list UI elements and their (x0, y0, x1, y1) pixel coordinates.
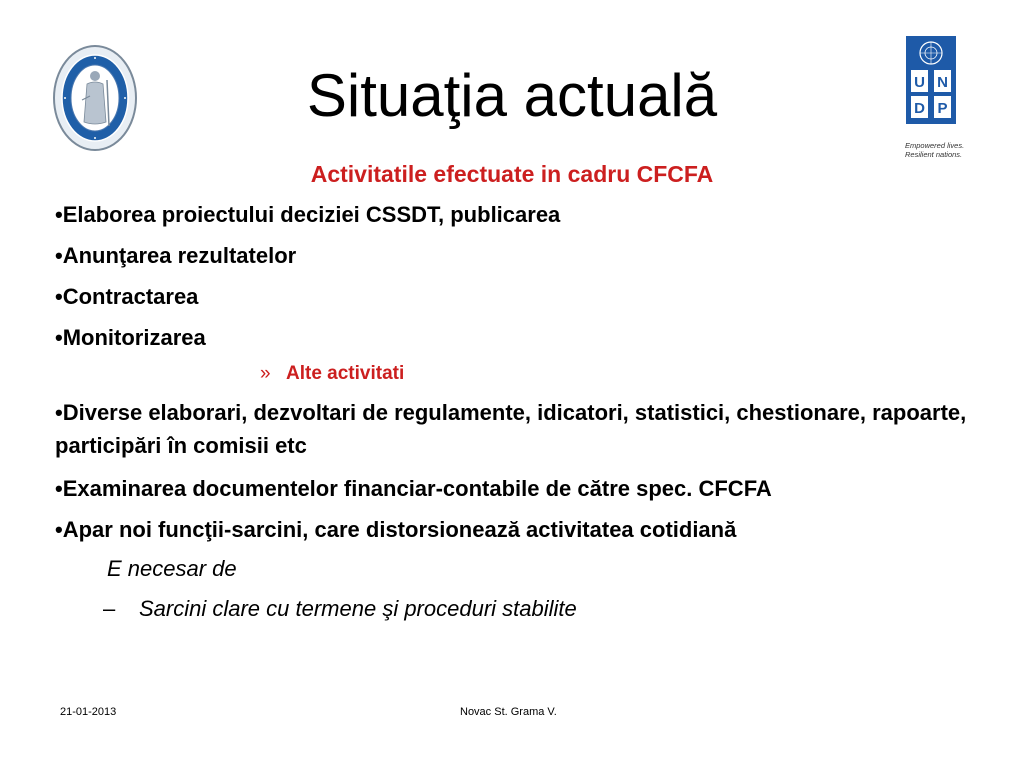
undp-tagline-line1: Empowered lives. (905, 141, 965, 150)
undp-tagline (905, 141, 985, 159)
undp-letter-n: N (937, 74, 948, 91)
footer-date: 21-01-2013 (60, 706, 117, 718)
bullet-item: •Examinarea documentelor financiar-contabile de către spec. CFCFA (55, 476, 772, 501)
bullet-item: •Monitorizarea (55, 325, 206, 350)
undp-letter-d: D (914, 100, 925, 117)
bullet-item: •Elaborea proiectului deciziei CSSDT, publicarea (55, 202, 561, 227)
dash-item (103, 594, 975, 624)
sub-heading (260, 362, 975, 386)
sub-heading-text: Alte activitati (286, 363, 405, 384)
footer-author: Novac St. Grama V. (460, 706, 557, 718)
dash-marker: – (103, 596, 116, 621)
bullet-item: •Contractarea (55, 284, 199, 309)
slide-content (55, 200, 975, 624)
slide-subtitle: Activitatile efectuate in cadru CFCFA (310, 161, 714, 187)
bullet-item: •Anunţarea rezultatelor (55, 243, 297, 268)
sub-heading-marker: » (260, 363, 271, 384)
undp-letter-p: P (937, 100, 948, 117)
undp-letter-u: U (914, 74, 925, 91)
slide-title: Situaţia actuală (306, 62, 718, 129)
bullet-item: •Diverse elaborari, dezvoltari de regulamente, idicatori, statistici, chestionare, rapoarte, participări în comisii etc (55, 400, 967, 458)
bullet-item: •Apar noi funcţii-sarcini, care distorsionează activitatea cotidiană (55, 517, 737, 542)
dash-item-text: Sarcini clare cu termene şi proceduri stabilite (139, 596, 577, 621)
note-text: E necesar de (107, 556, 237, 581)
undp-tagline-line2: Resilient nations. (905, 150, 963, 159)
